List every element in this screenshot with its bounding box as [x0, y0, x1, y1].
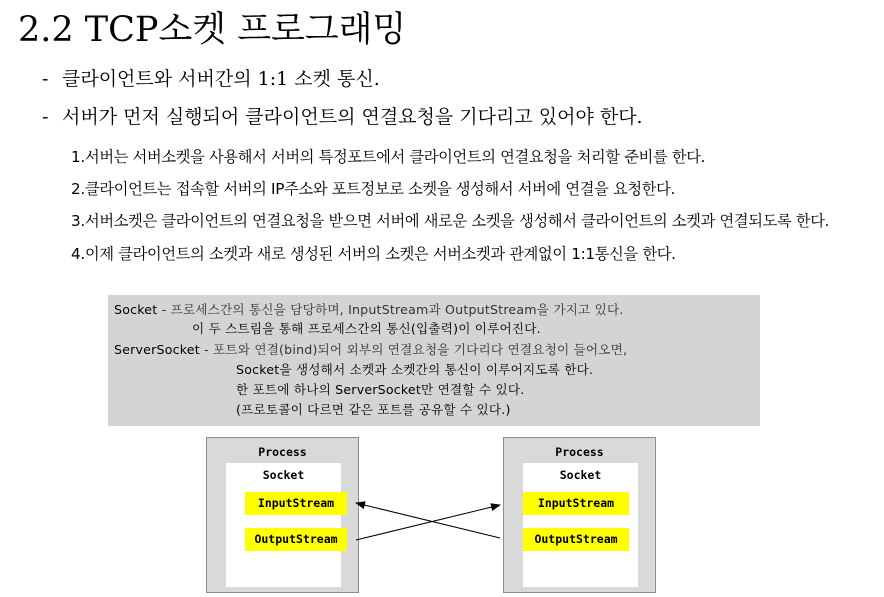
bullet-text: 서버가 먼저 실행되어 클라이언트의 연결요청을 기다리고 있어야 한다.	[62, 106, 643, 128]
input-stream-box: InputStream	[523, 492, 629, 515]
serversocket-definition	[114, 340, 627, 360]
page-title: 2.2 TCP소켓 프로그래밍	[18, 10, 407, 50]
process-label: Process	[555, 445, 604, 459]
serversocket-desc: - 포트와 연결(bind)되어 외부의 연결요청을 기다리다 연결요청이 들어오면,	[204, 342, 628, 357]
socket-box	[226, 463, 341, 587]
serversocket-desc: Socket을 생성해서 소켓과 소켓간의 통신이 이루어지도록 한다.	[236, 362, 594, 377]
socket-term: Socket	[114, 302, 158, 317]
socket-label: Socket	[559, 468, 602, 482]
server-process-box	[503, 437, 656, 593]
step-text: 서버는 서버소켓을 사용해서 서버의 특정포트에서 클라이언트의 연결요청을 처리할 준비를 한다.	[85, 148, 706, 166]
step-text: 서버소켓은 클라이언트의 연결요청을 받으면 서버에 새로운 소켓을 생성해서 클라이언트의 소켓과 연결되도록 한다.	[85, 212, 830, 230]
bullet-item	[42, 66, 380, 92]
step-text: 이제 클라이언트의 소켓과 새로 생성된 서버의 소켓은 서버소켓과 관계없이 1:1통신을 한다.	[85, 245, 676, 263]
input-stream-box: InputStream	[245, 492, 347, 515]
socket-label: Socket	[262, 468, 305, 482]
socket-desc: 이 두 스트림을 통해 프로세스간의 통신(입출력)이 이루어진다.	[192, 321, 541, 336]
socket-desc: - 프로세스간의 통신을 담당하며, InputStream과 OutputStream을 가지고 있다.	[161, 302, 624, 317]
definition-box	[108, 295, 760, 426]
steps-list	[71, 144, 880, 267]
step-number: 3.	[71, 212, 85, 230]
step-text: 클라이언트는 접속할 서버의 IP주소와 포트정보로 소켓을 생성해서 서버에 연결을 요청한다.	[85, 180, 676, 198]
serversocket-desc: 한 포트에 하나의 ServerSocket만 연결할 수 있다.	[236, 382, 525, 397]
step-item	[71, 144, 880, 170]
bullet-text: 클라이언트와 서버간의 1:1 소켓 통신.	[62, 68, 380, 90]
bullet-marker: -	[42, 106, 49, 128]
step-number: 4.	[71, 245, 85, 263]
output-stream-box: OutputStream	[523, 528, 629, 551]
client-process-box	[206, 437, 359, 593]
process-label: Process	[258, 445, 307, 459]
serversocket-term: ServerSocket	[114, 342, 200, 357]
socket-definition	[114, 300, 624, 320]
bullet-marker: -	[42, 68, 49, 90]
arrow-left-output-to-right-input	[356, 505, 500, 540]
step-number: 2.	[71, 180, 85, 198]
step-item	[71, 208, 880, 235]
serversocket-desc: (프로토콜이 다르면 같은 포트를 공유할 수 있다.)	[236, 402, 511, 417]
output-stream-box: OutputStream	[245, 528, 347, 551]
bullet-item	[42, 104, 643, 130]
step-item	[71, 241, 880, 267]
step-number: 1.	[71, 148, 85, 166]
socket-box	[523, 463, 638, 587]
step-item	[71, 176, 880, 202]
arrow-right-output-to-left-input	[356, 503, 500, 538]
